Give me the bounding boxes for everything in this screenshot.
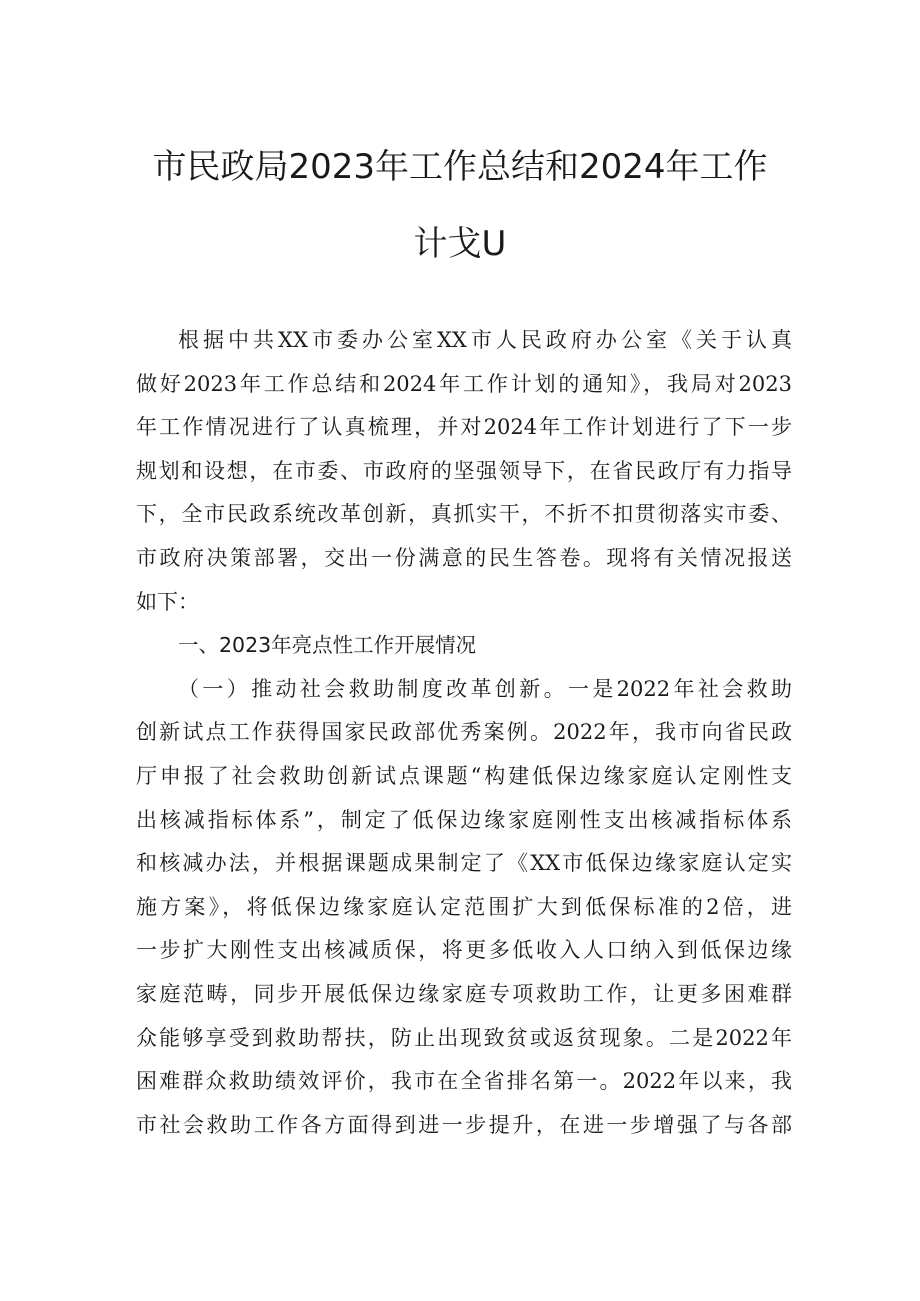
section-line: 众能够享受到救助帮扶，防止出现致贫或返贫现象。二是2022年 (136, 1025, 792, 1050)
section-line: 施方案》，将低保边缘家庭认定范围扩大到低保标准的2倍，进 (136, 894, 792, 919)
section-line: 市社会救助工作各方面得到进一步提升，在进一步增强了与各部 (136, 1112, 792, 1137)
intro-line: 如下： (136, 589, 199, 614)
document-title-line-2: 计戈U (413, 224, 507, 264)
section-line: 厅申报了社会救助创新试点课题“构建低保边缘家庭认定刚性支 (136, 763, 792, 788)
section-line: 出核减指标体系”，制定了低保边缘家庭刚性支出核减指标体系 (136, 807, 792, 832)
intro-line: 规划和设想，在市委、市政府的坚强领导下，在省民政厅有力指导 (136, 458, 792, 483)
section-heading: 一、2023年亮点性工作开展情况 (178, 633, 477, 658)
intro-line: 做好2023年工作总结和2024年工作计划的通知》，我局对2023 (136, 371, 792, 396)
intro-line: 年工作情况进行了认真梳理，并对2024年工作计划进行了下一步 (136, 415, 792, 440)
section-line: 家庭范畴，同步开展低保边缘家庭专项救助工作，让更多困难群 (136, 981, 792, 1006)
intro-line: 根据中共XX市委办公室XX市人民政府办公室《关于认真 (178, 328, 792, 352)
intro-line: 下，全市民政系统改革创新，真抓实干，不折不扣贯彻落实市委、 (136, 502, 792, 527)
section-line: 困难群众救助绩效评价，我市在全省排名第一。2022年以来，我 (136, 1069, 792, 1094)
intro-line: 市政府决策部署，交出一份满意的民生答卷。现将有关情况报送 (136, 545, 792, 570)
document-title-line-1: 市民政局2023年工作总结和2024年工作 (152, 147, 768, 187)
section-line: 一步扩大刚性支出核减质保，将更多低收入人口纳入到低保边缘 (136, 938, 792, 963)
section-line: 和核减办法，并根据课题成果制定了《XX市低保边缘家庭认定实 (136, 851, 792, 876)
section-line: （一）推动社会救助制度改革创新。一是2022年社会救助 (178, 676, 792, 701)
document-body (136, 319, 792, 1147)
section-line: 创新试点工作获得国家民政部优秀案例。2022年，我市向省民政 (136, 720, 792, 745)
